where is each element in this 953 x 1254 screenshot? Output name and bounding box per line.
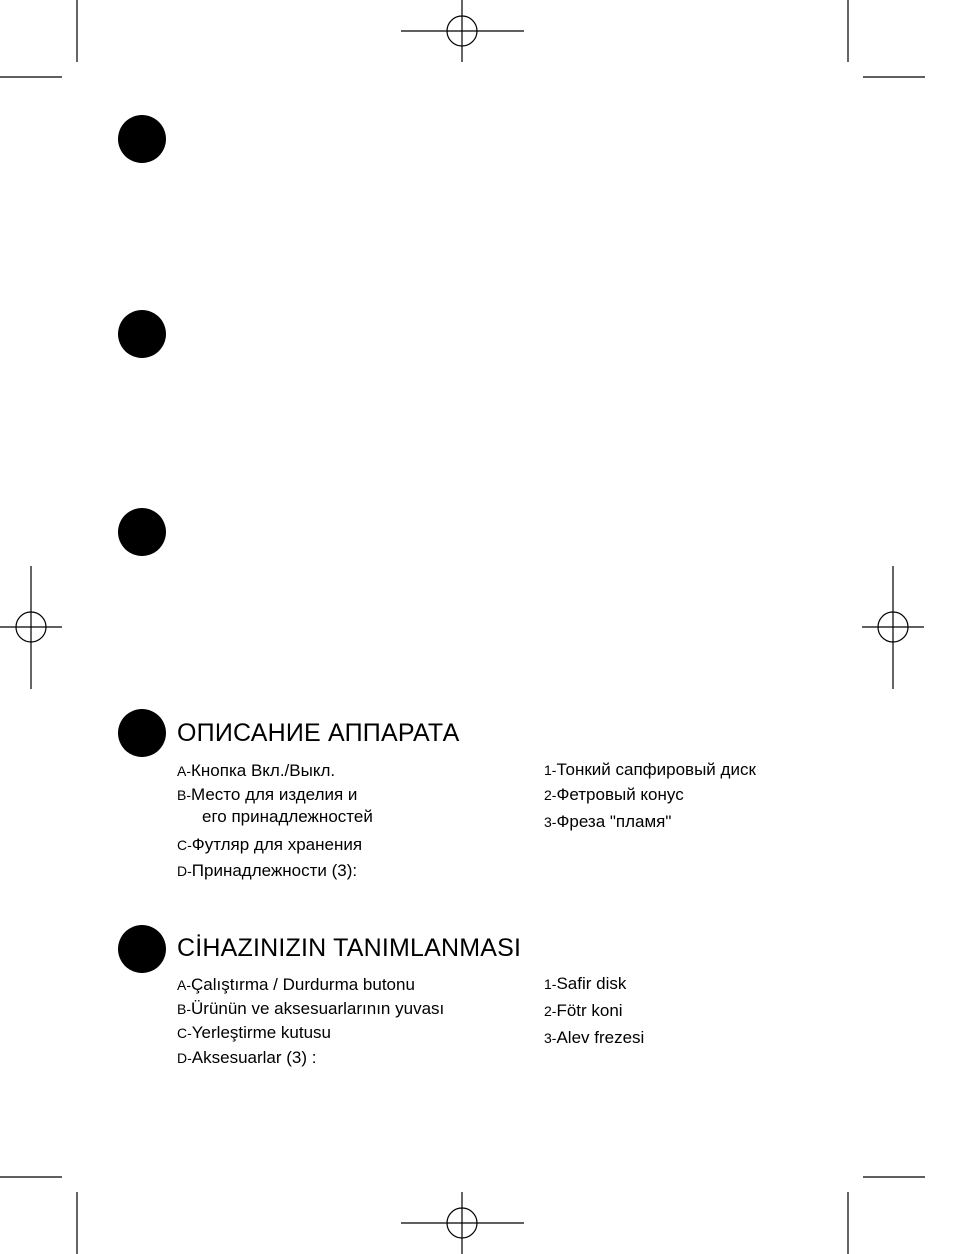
item-key: D-	[177, 1050, 192, 1066]
tr-accessory-2	[544, 1002, 623, 1019]
ru-section-title: ОПИСАНИЕ АППАРАТА	[177, 719, 460, 747]
item-text: Ürünün ve aksesuarlarının yuvası	[191, 999, 445, 1018]
ru-accessory-3	[544, 813, 671, 830]
tr-accessory-3	[544, 1029, 644, 1046]
item-text: Safir disk	[556, 974, 627, 993]
language-bullet-2	[118, 310, 166, 358]
language-bullet-ru	[118, 709, 166, 757]
item-text: Alev frezesi	[556, 1028, 645, 1047]
item-key: A-	[177, 763, 191, 779]
registration-mark-right	[862, 566, 924, 689]
language-bullet-3	[118, 508, 166, 556]
item-text: Фетровый конус	[556, 785, 684, 804]
ru-accessory-1	[544, 761, 756, 778]
item-key: B-	[177, 1001, 191, 1017]
item-text: Aksesuarlar (3) :	[191, 1048, 317, 1067]
ru-item-b-continuation: его принадлежностей	[202, 807, 373, 826]
item-key: 2-	[544, 1003, 557, 1019]
tr-section-title: CİHAZINIZIN TANIMLANMASI	[177, 934, 522, 962]
item-key: 3-	[544, 1030, 557, 1046]
item-text: Тонкий сапфировый диск	[556, 760, 756, 779]
item-text: Yerleştirme kutusu	[191, 1023, 331, 1042]
item-key: C-	[177, 837, 192, 853]
item-key: C-	[177, 1025, 192, 1041]
ru-item-c	[177, 836, 362, 853]
item-text: Фреза "пламя"	[556, 812, 672, 831]
tr-accessory-1	[544, 975, 626, 992]
item-text: Кнопка Вкл./Выкл.	[191, 761, 336, 780]
item-key: 2-	[544, 787, 557, 803]
item-text: Футляр для хранения	[191, 835, 363, 854]
registration-mark-top	[401, 0, 524, 62]
item-key: 1-	[544, 762, 557, 778]
item-key: 3-	[544, 814, 557, 830]
item-text: Çalıştırma / Durdurma butonu	[191, 975, 415, 994]
ru-item-d	[177, 862, 357, 879]
item-key: A-	[177, 977, 191, 993]
item-text: Место для изделия и	[191, 785, 358, 804]
item-key: B-	[177, 787, 191, 803]
registration-mark-bottom	[401, 1192, 524, 1254]
ru-item-a	[177, 762, 335, 779]
item-key: D-	[177, 863, 192, 879]
item-key: 1-	[544, 976, 557, 992]
ru-accessory-2	[544, 786, 684, 803]
tr-item-a	[177, 976, 415, 993]
registration-mark-left	[0, 566, 62, 689]
item-text: Fötr koni	[556, 1001, 623, 1020]
language-bullet-1	[118, 115, 166, 163]
tr-item-d	[177, 1049, 316, 1066]
ru-item-b	[177, 786, 357, 803]
tr-item-b	[177, 1000, 444, 1017]
item-text: Принадлежности (3):	[191, 861, 358, 880]
language-bullet-tr	[118, 925, 166, 973]
tr-item-c	[177, 1024, 331, 1041]
